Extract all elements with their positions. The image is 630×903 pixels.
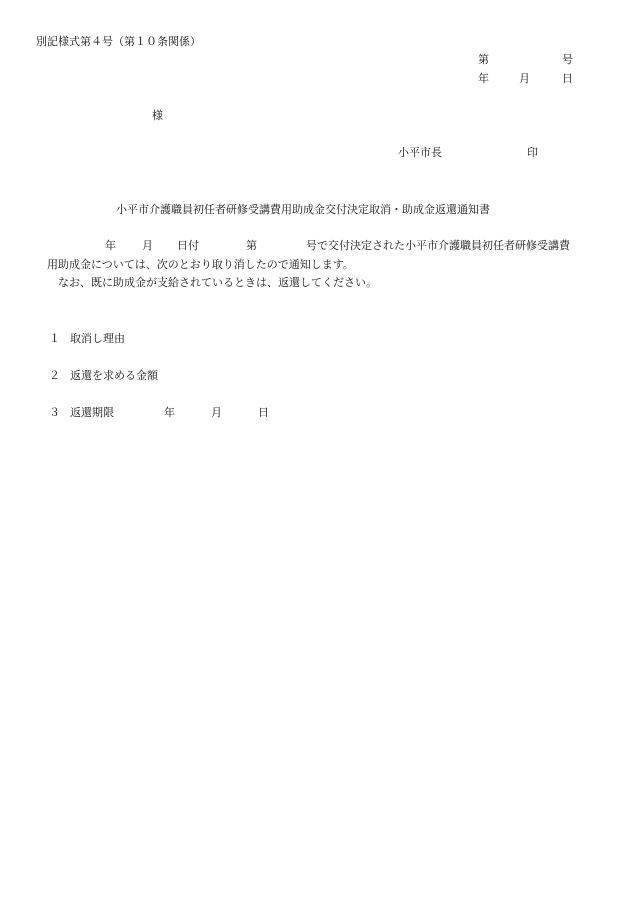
document-title: 小平市介護職員初任者研修受講費用助成金交付決定取消・助成金返還通知書 bbox=[116, 203, 490, 216]
refund-deadline-day-label: 日 bbox=[258, 406, 269, 419]
item-label-refund-amount: 返還を求める金額 bbox=[70, 369, 158, 382]
body-decision-month-label: 月 bbox=[142, 239, 153, 252]
item-number: ２ bbox=[49, 369, 60, 382]
form-identifier: 別記様式第４号（第１０条関係） bbox=[36, 35, 201, 48]
refund-deadline-month-label: 月 bbox=[211, 406, 222, 419]
refund-deadline-year-label: 年 bbox=[164, 406, 175, 419]
issue-date-day-label: 日 bbox=[562, 72, 573, 85]
document-number-suffix: 号 bbox=[562, 53, 573, 66]
item-number: ３ bbox=[49, 406, 60, 419]
item-label-cancellation-reason: 取消し理由 bbox=[70, 332, 125, 345]
seal-mark: 印 bbox=[527, 146, 538, 159]
body-text-line-2: 用助成金については、次のとおり取り消したので通知します。 bbox=[47, 258, 354, 271]
body-text-line-3: なお、既に助成金が支給されているときは、返還してください。 bbox=[58, 276, 377, 289]
body-decision-day-label: 日付 bbox=[177, 239, 199, 252]
sender-title: 小平市長 bbox=[398, 146, 442, 159]
body-text-line-1: 号で交付決定された小平市介護職員初任者研修受講費 bbox=[306, 239, 570, 252]
issue-date-month-label: 月 bbox=[519, 72, 530, 85]
body-decision-year-label: 年 bbox=[105, 239, 116, 252]
recipient-honorific: 様 bbox=[152, 109, 163, 122]
item-label-refund-deadline: 返還期限 bbox=[70, 406, 114, 419]
item-number: １ bbox=[49, 332, 60, 345]
issue-date-year-label: 年 bbox=[478, 72, 489, 85]
document-number-prefix: 第 bbox=[478, 53, 489, 66]
body-decision-number-prefix: 第 bbox=[246, 239, 257, 252]
